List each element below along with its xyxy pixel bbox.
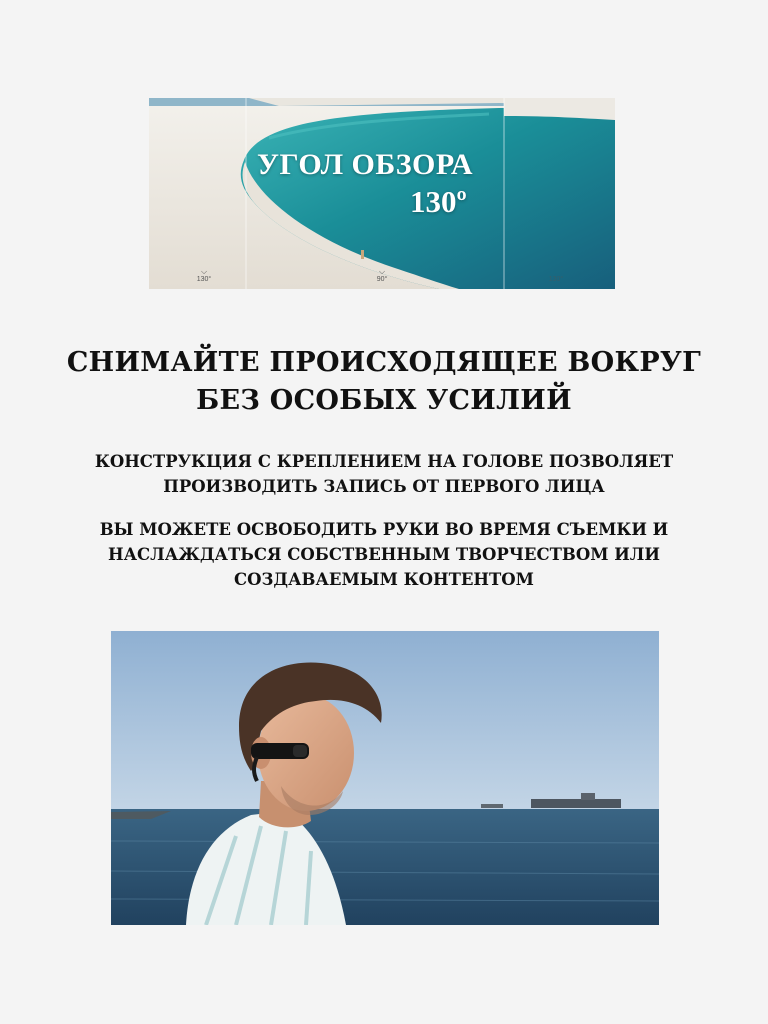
paragraph-1-line-1: КОНСТРУКЦИЯ С КРЕПЛЕНИЕМ НА ГОЛОВЕ ПОЗВОЛЯЕТ [94,452,674,471]
fov-chevron-icon [541,268,571,276]
fov-banner-image [149,98,615,289]
fov-chevron-icon: ⌵ [378,267,386,276]
fov-tick-left-label: 130° [196,276,212,283]
fov-tick-right-label: 130° [548,276,564,283]
product-lifestyle-photo [111,631,659,925]
fov-tick-left [189,268,219,283]
paragraph-1-line-2: ПРОИЗВОДИТЬ ЗАПИСЬ ОТ ПЕРВОГО ЛИЦА [163,477,605,496]
man-with-head-camera-illustration [111,631,659,925]
fov-tick-mid-label: 90° [376,276,388,283]
banner-title: УГОЛ ОБЗОРА [257,148,474,181]
paragraph-2-line-1: ВЫ МОЖЕТЕ ОСВОБОДИТЬ РУКИ ВО ВРЕМЯ СЪЕМКИ И [99,520,669,539]
fov-chevron-icon: ⌵ [200,267,208,276]
headline-line-2: БЕЗ ОСОБЫХ УСИЛИЙ [196,385,572,416]
description-paragraph-2 [0,517,768,592]
banner-angle: 130º [410,184,467,219]
paragraph-2-line-2: НАСЛАЖДАТЬСЯ СОБСТВЕННЫМ ТВОРЧЕСТВОМ ИЛИ [108,545,660,564]
headline-line-1: СНИМАЙТЕ ПРОИСХОДЯЩЕЕ ВОКРУГ [66,347,702,378]
fov-tick-mid [367,268,397,283]
lagoon-dunes-illustration [149,98,615,289]
description-paragraph-1 [0,449,768,499]
headline [0,344,768,420]
paragraph-2-line-3: СОЗДАВАЕМЫМ КОНТЕНТОМ [234,570,534,589]
fov-tick-right [541,268,571,283]
